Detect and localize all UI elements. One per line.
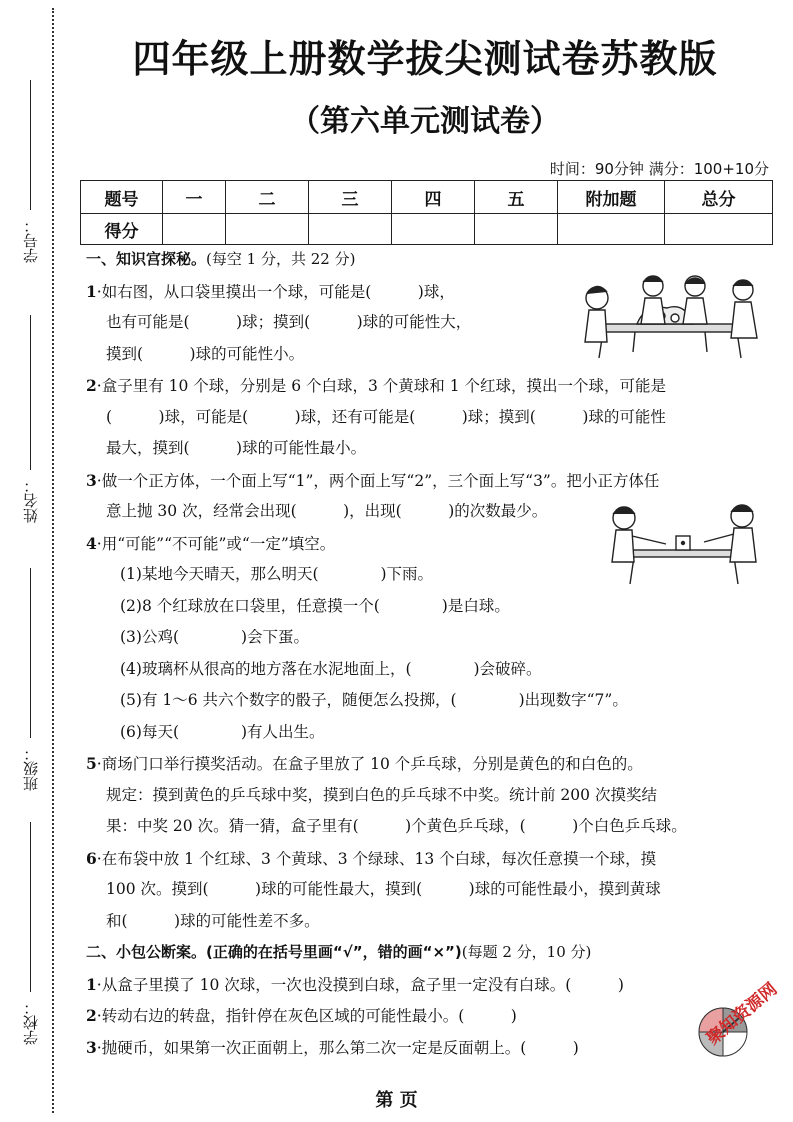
score-cell: 三 (309, 181, 392, 214)
student-id-underline (30, 80, 31, 210)
score-table-score-row (81, 214, 773, 245)
sub-question-line: (3)公鸡( )会下蛋。 (120, 628, 310, 646)
question-line: 规定：摸到黄色的乒乓球中奖，摸到白色的乒乓球不中奖。统计前 200 次摸奖结 (106, 785, 657, 804)
score-input-cell[interactable] (309, 214, 392, 245)
score-input-cell[interactable] (665, 214, 773, 245)
children-with-die-illustration (604, 500, 764, 586)
question-number: 4 (86, 533, 97, 553)
question-line (86, 843, 772, 875)
page-number-footer: 第 页 (375, 1090, 418, 1111)
student-id-field (10, 80, 50, 263)
question-text: ·商场门口举行摸奖活动。在盒子里放了 10 个乒乓球，分别是黄色的和白色的。 (96, 755, 643, 773)
question-number: 1 (86, 281, 97, 301)
score-cell: 四 (392, 181, 475, 214)
score-cell: 一 (163, 181, 226, 214)
question-line (86, 969, 772, 1001)
question-line (86, 465, 772, 497)
question-line: 摸到( )球的可能性小。 (106, 344, 305, 363)
score-cell: 五 (475, 181, 558, 214)
question-text: ·如右图，从口袋里摸出一个球，可能是( )球， (96, 282, 455, 301)
question-line: 最大，摸到( )球的可能性最小。 (106, 439, 367, 457)
question-text: ·转动右边的转盘，指针停在灰色区域的可能性最小。( ) (96, 1007, 517, 1025)
question-line (86, 1032, 772, 1064)
question-text: ·在布袋中放 1 个红球、3 个黄球、3 个绿球、13 个白球，每次任意摸一个球，摸 (96, 849, 657, 868)
question-number: 2 (86, 1006, 97, 1025)
question-number: 1 (86, 974, 97, 994)
score-input-cell[interactable] (475, 214, 558, 245)
question-number: 3 (86, 470, 97, 490)
question-number: 5 (86, 754, 97, 773)
time-info: 时间：90分钟 满分：100+10分 (549, 160, 769, 178)
question-content (86, 244, 772, 1063)
score-input-cell[interactable] (163, 214, 226, 245)
student-name-field (10, 315, 50, 523)
score-cell: 题号 (81, 181, 163, 214)
question-line: 意上抛 30 次，经常会出现( )，出现( )的次数最少。 (106, 502, 548, 520)
section-title: 二、小包公断案。(正确的在括号里画“√”，错的画“×”) (86, 943, 462, 961)
page-subtitle: （第六单元测试卷） (290, 104, 560, 139)
score-input-cell[interactable] (392, 214, 475, 245)
section-heading-1 (86, 244, 772, 276)
section-title: 一、知识宫探秘。 (86, 250, 207, 268)
question-number: 3 (86, 1037, 97, 1057)
binding-dotted-line (52, 8, 54, 1113)
question-line: 果：中奖 20 次。猜一猜，盒子里有( )个黄色乒乓球，( )个白色乒乓球。 (106, 817, 687, 835)
score-cell: 附加题 (558, 181, 665, 214)
student-name-underline (30, 315, 31, 470)
score-table-header-row (81, 181, 773, 214)
question-text: ·盒子里有 10 个球，分别是 6 个白球，3 个黄球和 1 个红球，摸出一个球，可能是 (96, 377, 667, 395)
page-title: 四年级上册数学拔尖测试卷苏教版 (132, 37, 718, 81)
sub-question-line: (5)有 1～6 共六个数字的骰子，随便怎么投掷，( )出现数字“7”。 (120, 691, 628, 709)
score-table (80, 180, 773, 245)
question-text: ·抛硬币，如果第一次正面朝上，那么第二次一定是反面朝上。( ) (96, 1038, 579, 1057)
school-label: 学校： (21, 1000, 40, 1045)
question-line: ( )球，可能是( )球，还有可能是( )球；摸到( )球的可能性 (106, 407, 666, 426)
section-score-note: (每题 2 分，10 分) (461, 943, 592, 961)
sub-question-line: (2)8 个红球放在口袋里，任意摸一个( )是白球。 (120, 596, 510, 615)
score-input-cell[interactable] (226, 214, 309, 245)
question-line (86, 1000, 772, 1032)
sub-question-line: (6)每天( )有人出生。 (120, 722, 325, 741)
question-line (86, 748, 772, 780)
question-number: 2 (86, 376, 97, 395)
sub-question-line: (1)某地今天晴天，那么明天( )下雨。 (120, 565, 434, 583)
question-line: 100 次。摸到( )球的可能性最大，摸到( )球的可能性最小，摸到黄球 (106, 880, 661, 898)
student-id-label: 学号： (21, 218, 40, 263)
student-name-label: 姓名： (21, 478, 40, 523)
watermark-text: 聚知资源网 (703, 979, 782, 1050)
sub-question-line: (4)玻璃杯从很高的地方落在水泥地面上，( )会破碎。 (120, 659, 542, 678)
score-cell: 总分 (665, 181, 773, 214)
question-line: 和( )球的可能性差不多。 (106, 911, 320, 930)
question-text: ·做一个正方体，一个面上写“1”，两个面上写“2”，三个面上写“3”。把小正方体任 (96, 471, 660, 490)
score-input-cell[interactable] (558, 214, 665, 245)
class-underline (30, 568, 31, 738)
question-text: ·从盒子里摸了 10 次球，一次也没摸到白球，盒子里一定没有白球。( ) (96, 975, 624, 994)
school-field (10, 822, 50, 1045)
question-text: ·用“可能”“不可能”或“一定”填空。 (96, 534, 336, 553)
question-number: 6 (86, 848, 97, 868)
school-underline (30, 822, 31, 992)
section-heading-2 (86, 937, 772, 969)
class-label: 班级： (21, 746, 40, 791)
score-cell: 得分 (81, 214, 163, 245)
children-with-bag-illustration (575, 272, 771, 360)
section-score-note: (每空 1 分，共 22 分) (206, 250, 356, 268)
question-line (86, 370, 772, 402)
question-line: 也有可能是( )球；摸到( )球的可能性大， (106, 313, 472, 331)
score-cell: 二 (226, 181, 309, 214)
class-field (10, 568, 50, 791)
